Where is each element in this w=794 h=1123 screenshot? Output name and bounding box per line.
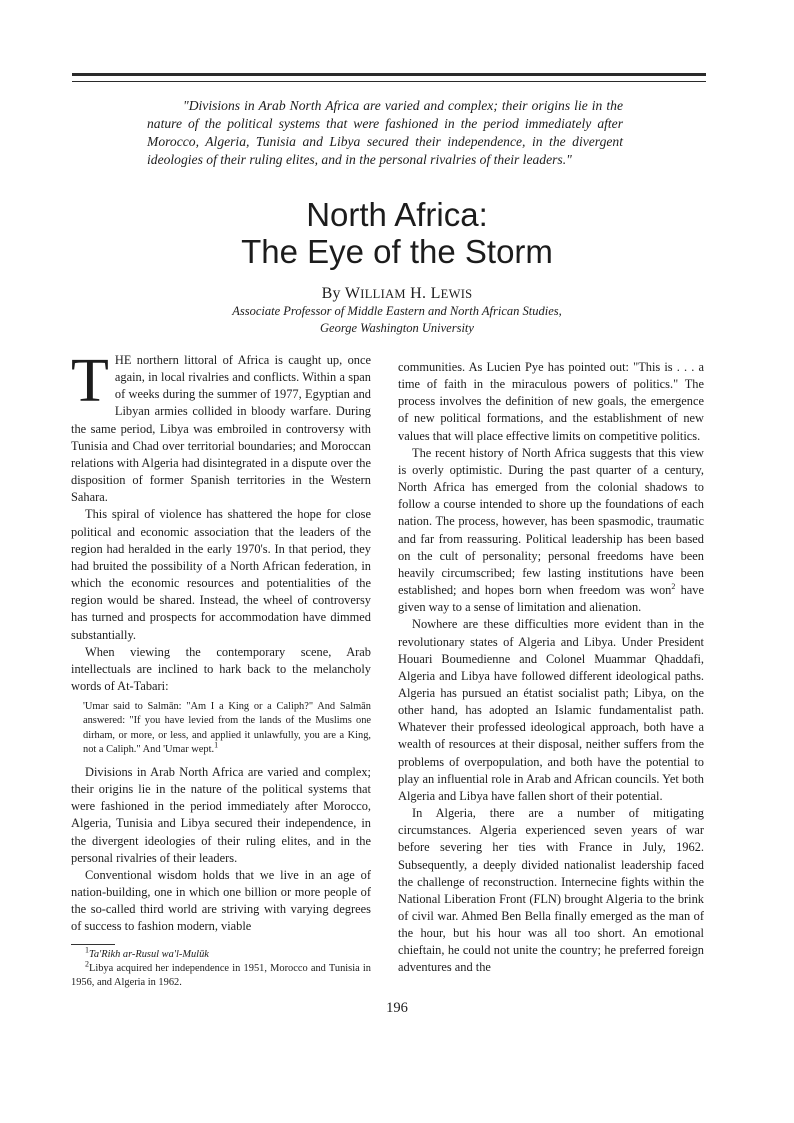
footnote-1-text: Ta'Rikh ar-Rusul wa'l-Mulūk [89,948,209,960]
block-quote-text: 'Umar said to Salmān: "Am I a King or a Caliph?" And Salmān answered: "If you have levied from the lands of the Muslims one dirham, or more, or less, and applied it unlawfully, you are a King, not a Caliph." And 'Umar wept. [83,701,371,755]
right-column [398,359,704,977]
title-line-1: North Africa: [306,196,488,233]
epigraph: "Divisions in Arab North Africa are varied and complex; their origins lie in the nature of the political systems that were fashioned in the period immediately after Morocco, Algeria, Tunisia and Libya secured their independence, in the divergent ideologies of their ruling elites, and in the personal rivalries of their leaders." [147,98,623,167]
footnote-ref-1: 1 [214,740,219,750]
footnote-2-number: 2 [85,959,89,969]
left-column [71,347,371,990]
paragraph-4: Divisions in Arab North Africa are varied and complex; their origins lie in the nature of the political systems that were fashioned in the period immediately after Morocco, Algeria, Tunisia and Libya secured their independence, in the divergent ideologies of their ruling elites, and in the personal rivalries of their leaders. [71,764,371,865]
paragraph-7-text: The recent history of North Africa suggests that this view is overly optimistic. During the past quarter of a century, North Africa has emerged from the colonial shadows to follow a course intended to shore up the foundations of each nation. The process, however, has been spasmodic, traumatic and far from reassuring. Political leadership has been based on the cult of personality; personal freedoms have been heavily circumscribed; few lasting institutions have been established; and hopes born when freedom was won [398,445,704,598]
footnote-2-text: Libya acquired her independence in 1951, Morocco and Tunisia in 1956, and Algeria in 1962. [71,962,371,988]
title-line-2: The Eye of the Storm [241,233,553,270]
paragraph-8: Nowhere are these difficulties more evident than in the revolutionary states of Algeria and Libya. Under President Houari Boumedienne and Colonel Muammar Qhaddafi, Algeria and Libya have followed different ideological paths. Algeria has pursued an étatist socialist path; Libya, on the other hand, has adopted an Islamic fundamentalist path. Whatever their professed ideological approach, both have a wealth of resources at their disposal, neither suffers from the problems of overpopulation, and both have the potential to play an influential role in Arab and African councils. Yet both Algeria and Libya have fallen short of their potential. [398,617,704,803]
affiliation-line-1: Associate Professor of Middle Eastern and North African Studies, [232,304,562,318]
paragraph-2: This spiral of violence has shattered the hope for close political and economic association that the leaders of the region had heralded in the early 1970's. In that period, they had bruited the possibility of a North African federation, in which the economic resources and potentialities of the region would be shared. Instead, the wheel of controversy has turned and prospects for accommodation have dimmed substantially. [71,507,371,642]
top-rule-thick [72,73,706,76]
byline-name-rest-2: EWIS [440,287,473,301]
paragraph-1 [71,347,371,506]
byline-middle: H. [405,285,431,302]
page-number: 196 [386,1000,408,1016]
footnote-rule [71,944,115,945]
footnote-1 [71,945,371,962]
paragraph-6: communities. As Lucien Pye has pointed out: "This is . . . a time of faith in the miraculous powers of politics." The process involves the definition of new goals, the emergence of new political formations, and the establishment of new values that will place effective limits on competitive politics. [398,360,704,443]
affiliation-line-2: George Washington University [320,321,474,335]
byline-name-rest-1: ILLIAM [360,287,406,301]
block-quote [83,700,371,757]
footnote-1-number: 1 [85,945,89,955]
top-rule-thin [72,81,706,82]
byline-initial-1: W [344,285,361,302]
paragraph-5: Conventional wisdom holds that we live in an age of nation-building, one in which one billion or more people of the so-called third world are striving with varying degrees of success to fashion modern, viable [71,867,371,934]
byline-initial-2: L [430,285,441,302]
paragraph-3: When viewing the contemporary scene, Arab intellectuals are inclined to hark back to the melancholy words of At-Tabari: [71,644,371,693]
drop-cap: T [71,347,109,415]
footnote-2 [71,959,371,990]
byline [0,285,794,303]
footnote-ref-2: 2 [671,581,676,591]
paragraph-7 [398,445,704,617]
byline-by: By [321,285,345,302]
paragraph-1-text: HE northern littoral of Africa is caught up, once again, in local rivalries and conflicts. Within a span of weeks during the summer of 1977, Egyptian and Libyan armies collided in bloody warfare. During the same period, Libya was embroiled in controversy with Tunisia and Chad over territorial boundaries; and Moroccan relations with Algeria had disintegrated in a dispute over the disposition of former Spanish territories in the Western Sahara. [71,353,371,505]
paragraph-9: In Algeria, there are a number of mitigating circumstances. Algeria experienced seven years of war before severing her ties with France in July, 1962. Subsequently, a deeply divided nationalist leadership faced the challenge of reconstruction. Internecine fights within the National Liberation Front (FLN) brought Algeria to the brink of civil war. Ahmed Ben Bella finally emerged as the man of the hour, but his hour was all too short. An emotional chieftain, he could not unite the country; he preferred foreign adventures and the [398,806,704,975]
paragraph-7-end: have given way to a sense of limitation and alienation. [398,583,704,615]
